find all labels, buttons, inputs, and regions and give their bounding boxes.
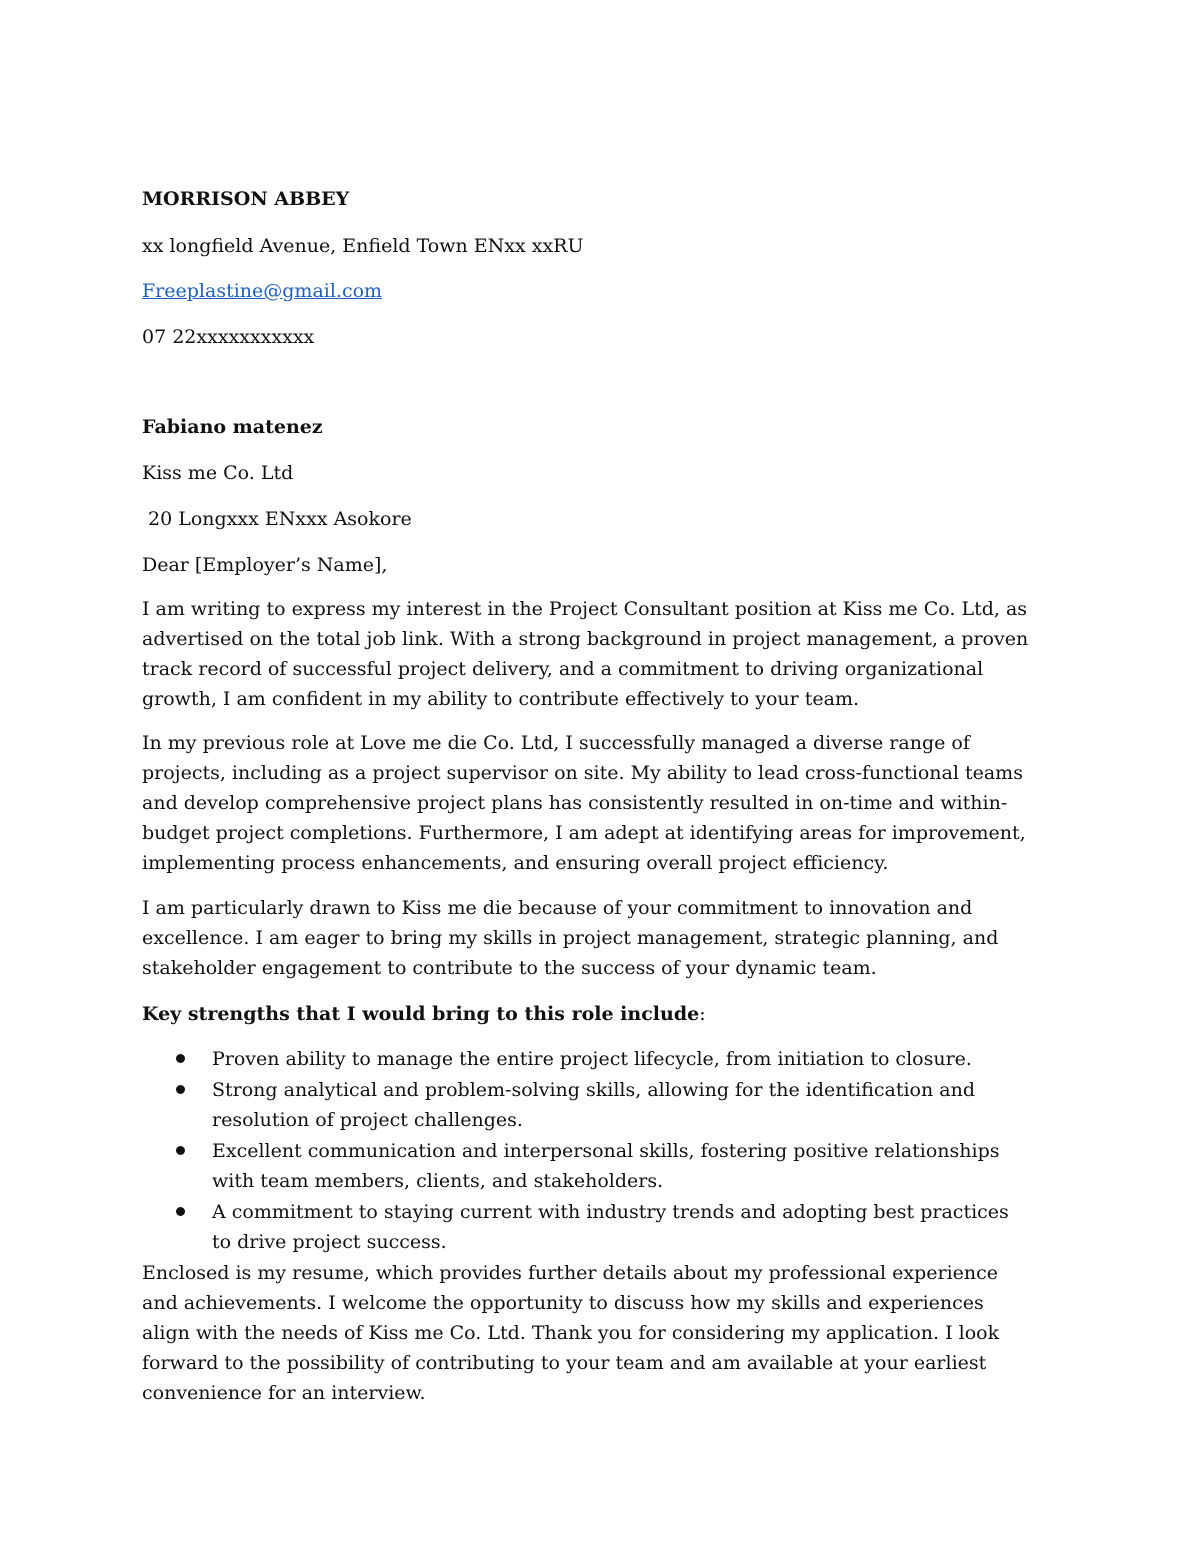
paragraph-intro [142, 594, 1062, 714]
strengths-heading [142, 999, 706, 1029]
paragraph-line: I am writing to express my interest in the Project Consultant position at Kiss me Co. Ltd, as [142, 598, 1028, 620]
paragraph-line: In my previous role at Love me die Co. Ltd, I successfully managed a diverse range of [142, 732, 970, 754]
paragraph-line: budget project completions. Furthermore, I am adept at identifying areas for improvement, [142, 822, 1026, 844]
strength-line: to drive project success. [212, 1231, 447, 1253]
strengths-heading-colon: : [699, 1003, 706, 1025]
strength-item [142, 1044, 1062, 1075]
paragraph-line: stakeholder engagement to contribute to the success of your dynamic team. [142, 957, 877, 979]
salutation: Dear [Employer’s Name], [142, 554, 388, 576]
strengths-heading-bold: Key strengths that I would bring to this role include [142, 1003, 700, 1025]
recipient-address: 20 Longxxx ENxxx Asokore [142, 508, 412, 530]
sender-phone: 07 22xxxxxxxxxxx [142, 326, 315, 348]
paragraph-line: Enclosed is my resume, which provides further details about my professional experience [142, 1262, 999, 1284]
paragraph-line: growth, I am confident in my ability to contribute effectively to your team. [142, 688, 860, 710]
paragraph-motivation [142, 893, 1062, 983]
bullet-icon [176, 1054, 185, 1063]
strength-line: A commitment to staying current with industry trends and adopting best practices [212, 1200, 1009, 1223]
strength-line: Proven ability to manage the entire project lifecycle, from initiation to closure. [212, 1048, 972, 1070]
sender-email-line [142, 276, 382, 306]
strength-line: Strong analytical and problem-solving skills, allowing for the identification and [212, 1078, 975, 1101]
bullet-icon [176, 1207, 185, 1216]
paragraph-line: and achievements. I welcome the opportunity to discuss how my skills and experiences [142, 1292, 984, 1314]
paragraph-line: forward to the possibility of contributing to your team and am available at your earliest [142, 1352, 987, 1374]
paragraph-line: convenience for an interview. [142, 1382, 426, 1404]
sender-email-link[interactable]: Freeplastine@gmail.com [142, 280, 383, 302]
bullet-icon [176, 1085, 185, 1094]
strength-line: with team members, clients, and stakeholders. [212, 1170, 664, 1192]
paragraph-line: advertised on the total job link. With a strong background in project management, a proven [142, 628, 1029, 650]
paragraph-line: I am particularly drawn to Kiss me die because of your commitment to innovation and [142, 897, 973, 919]
strength-item [142, 1136, 1062, 1197]
paragraph-line: align with the needs of Kiss me Co. Ltd. Thank you for considering my application. I look [142, 1322, 1000, 1344]
paragraph-line: implementing process enhancements, and ensuring overall project efficiency. [142, 852, 889, 874]
paragraph-line: and develop comprehensive project plans has consistently resulted in on-time and within- [142, 792, 1008, 814]
strength-line: Excellent communication and interpersonal skills, fostering positive relationships [212, 1139, 1000, 1162]
strengths-list [142, 1044, 1062, 1258]
strength-item [142, 1075, 1062, 1136]
strength-line: resolution of project challenges. [212, 1109, 523, 1131]
paragraph-closing [142, 1258, 1062, 1408]
sender-address: xx longfield Avenue, Enfield Town ENxx xxRU [142, 235, 584, 257]
bullet-icon [176, 1146, 185, 1155]
sender-name: MORRISON ABBEY [142, 188, 350, 210]
paragraph-line: excellence. I am eager to bring my skills in project management, strategic planning, and [142, 927, 999, 949]
recipient-company: Kiss me Co. Ltd [142, 462, 294, 484]
paragraph-line: projects, including as a project supervisor on site. My ability to lead cross-functional teams [142, 762, 1023, 784]
paragraph-experience [142, 728, 1062, 878]
strength-item [142, 1197, 1062, 1258]
recipient-name: Fabiano matenez [142, 416, 323, 438]
paragraph-line: track record of successful project delivery, and a commitment to driving organizational [142, 658, 984, 680]
